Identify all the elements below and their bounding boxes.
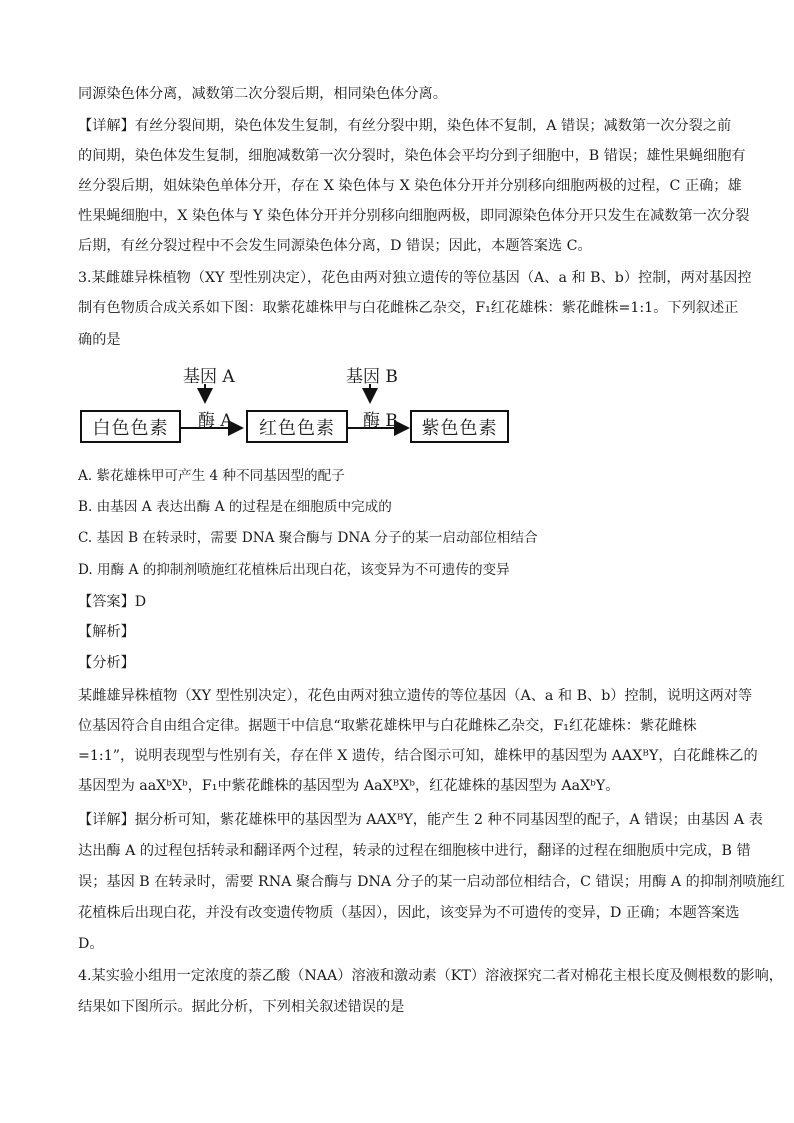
analysis-subheading: 【分析】 — [78, 655, 135, 671]
text-line: 性果蝇细胞中，X 染色体与 Y 染色体分开并分别移向细胞两极，即同源染色体分开只发生在减数第一次分裂 — [78, 208, 750, 224]
option-a: A. 紫花雄株甲可产生 4 种不同基因型的配子 — [78, 468, 345, 484]
detail-text: 【详解】据分析可知，紫花雄株甲的基因型为 AAXᴮY，能产生 2 种不同基因型的配子，A 错误；由基因 A 表 — [78, 812, 763, 828]
analysis-heading: 【解析】 — [78, 624, 135, 640]
question-text: 制有色物质合成关系如下图：取紫花雄株甲与白花雌株乙杂交，F₁红花雄株：紫花雌株=1:1。下列叙述正 — [78, 300, 739, 316]
option-c: C. 基因 B 在转录时，需要 DNA 聚合酶与 DNA 分子的某一启动部位相结合 — [78, 530, 538, 546]
detail-text: 误；基因 B 在转录时，需要 RNA 聚合酶与 DNA 分子的某一启动部位相结合，C 错误；用酶 A 的抑制剂喷施红 — [78, 874, 785, 890]
question-text: 4.某实验小组用一定浓度的萘乙酸（NAA）溶液和激动素（KT）溶液探究二者对棉花主根长度及侧根数的影响， — [78, 968, 783, 984]
text-line: 同源染色体分离，减数第二次分裂后期，相同染色体分离。 — [78, 86, 447, 102]
red-pigment-box: 红色色素 — [246, 410, 348, 443]
text-line: 后期，有丝分裂过程中不会发生同源染色体分离，D 错误；因此，本题答案选 C。 — [78, 238, 592, 254]
question-text: 结果如下图所示。据此分析，下列相关叙述错误的是 — [78, 999, 405, 1015]
white-pigment-box: 白色色素 — [80, 410, 181, 443]
detail-text: 花植株后出现白花，并没有改变遗传物质（基因），因此，该变异为不可遗传的变异，D 正确；本题答案选 — [78, 905, 740, 921]
enzyme-a-label: 酶 A — [198, 411, 233, 431]
analysis-text: =1:1”，说明表现型与性别有关，存在伴 X 遗传，结合图示可知，雄株甲的基因型为 AAXᴮY，白花雌株乙的 — [78, 748, 758, 764]
answer-heading: 【答案】D — [78, 594, 147, 610]
option-d: D. 用酶 A 的抑制剂喷施红花植株后出现白花，该变异为不可遗传的变异 — [78, 562, 510, 578]
question-text: 确的是 — [78, 332, 121, 348]
enzyme-b-label: 酶 B — [363, 411, 398, 431]
analysis-text: 位基因符合自由组合定律。据题干中信息“取紫花雄株甲与白花雌株乙杂交，F₁红花雄株：紫花雌株 — [78, 718, 697, 734]
purple-pigment-box: 紫色色素 — [410, 410, 509, 443]
option-b: B. 由基因 A 表达出酶 A 的过程是在细胞质中完成的 — [78, 499, 392, 515]
detail-text: 达出酶 A 的过程包括转录和翻译两个过程，转录的过程在细胞核中进行，翻译的过程在细胞质中完成，B 错 — [78, 843, 751, 859]
text-line: 丝分裂后期，姐妹染色单体分开，存在 X 染色体与 X 染色体分开并分别移向细胞两极的过程，C 正确；雄 — [78, 178, 742, 194]
text-line: 【详解】有丝分裂间期，染色体发生复制，有丝分裂中期，染色体不复制，A 错误；减数第一次分裂之前 — [78, 118, 732, 134]
question-text: 3.某雌雄异株植物（XY 型性别决定），花色由两对独立遗传的等位基因（A、a 和 B、b）控制，两对基因控 — [78, 270, 752, 286]
pigment-pathway-diagram — [78, 362, 518, 452]
detail-text: D。 — [78, 936, 104, 952]
analysis-text: 某雌雄异株植物（XY 型性别决定），花色由两对独立遗传的等位基因（A、a 和 B、b）控制，说明这两对等 — [78, 688, 753, 704]
text-line: 的间期，染色体发生复制，细胞减数第一次分裂时，染色体会平均分到子细胞中，B 错误；雄性果蝇细胞有 — [78, 148, 746, 164]
analysis-text: 基因型为 aaXᵇXᵇ，F₁中紫花雌株的基因型为 AaXᴮXᵇ，红花雄株的基因型为 AaXᵇY。 — [78, 778, 620, 794]
gene-a-label: 基因 A — [183, 367, 235, 387]
gene-b-label: 基因 B — [346, 367, 398, 387]
